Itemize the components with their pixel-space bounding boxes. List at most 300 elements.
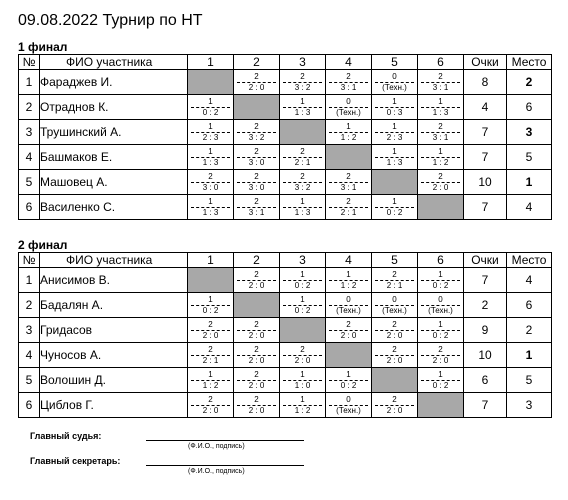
match-points: 2 [208, 344, 213, 354]
match-points: 1 [392, 196, 397, 206]
participant-name: Циблов Г. [40, 393, 188, 418]
match-result-cell [280, 293, 326, 318]
table-row [19, 145, 552, 170]
header-opponent-5: 5 [372, 55, 418, 70]
match-result [372, 394, 417, 417]
final-place: 3 [507, 393, 552, 418]
match-score: 2 : 0 [386, 330, 403, 340]
self-match-cell [372, 368, 418, 393]
chief-judge-signature-line [146, 440, 304, 441]
match-points: 2 [254, 344, 259, 354]
header-num: № [19, 253, 40, 268]
self-match-cell [372, 170, 418, 195]
match-result-cell [234, 368, 280, 393]
match-result-cell [326, 318, 372, 343]
match-score: 0 : 2 [432, 330, 449, 340]
match-result [326, 394, 371, 417]
self-match-cell [418, 393, 464, 418]
total-points: 10 [464, 343, 507, 368]
match-result-cell [418, 170, 464, 195]
match-result-cell [372, 95, 418, 120]
row-number: 6 [19, 393, 40, 418]
header-opponent-2: 2 [234, 55, 280, 70]
participant-name: Василенко С. [40, 195, 188, 220]
header-opponent-3: 3 [280, 253, 326, 268]
match-score: 1 : 2 [202, 380, 219, 390]
match-points: 1 [392, 146, 397, 156]
table-row [19, 120, 552, 145]
match-points: 1 [438, 369, 443, 379]
match-result-cell [188, 293, 234, 318]
match-score: 1 : 3 [386, 157, 403, 167]
table-row [19, 318, 552, 343]
header-place: Место [507, 253, 552, 268]
match-result [372, 319, 417, 342]
match-result-cell [372, 393, 418, 418]
match-points: 1 [300, 369, 305, 379]
match-score: 1 : 2 [294, 405, 311, 415]
match-score: 2 : 0 [248, 280, 265, 290]
participant-name: Фараджев И. [40, 70, 188, 95]
match-score: 1 : 3 [202, 207, 219, 217]
match-score: 3 : 1 [340, 182, 357, 192]
match-score: 0 : 2 [202, 305, 219, 315]
self-match-cell [188, 268, 234, 293]
header-opponent-4: 4 [326, 55, 372, 70]
match-points: 2 [208, 319, 213, 329]
participant-name: Бадалян А. [40, 293, 188, 318]
match-result [372, 269, 417, 292]
match-score: 2 : 3 [202, 132, 219, 142]
match-points: 0 [438, 294, 443, 304]
header-opponent-2: 2 [234, 253, 280, 268]
section-title-final-2: 2 финал [18, 238, 68, 252]
match-points: 1 [300, 394, 305, 404]
total-points: 2 [464, 293, 507, 318]
match-result [234, 269, 279, 292]
table-row [19, 343, 552, 368]
match-points: 1 [438, 269, 443, 279]
match-result [188, 146, 233, 169]
match-score: 2 : 1 [294, 157, 311, 167]
match-points: 1 [208, 196, 213, 206]
match-points: 2 [346, 319, 351, 329]
match-score: 1 : 2 [340, 132, 357, 142]
match-result-cell [372, 195, 418, 220]
match-result [326, 319, 371, 342]
header-opponent-1: 1 [188, 55, 234, 70]
match-points: 1 [392, 121, 397, 131]
match-result [280, 294, 325, 317]
total-points: 6 [464, 368, 507, 393]
match-score: (Техн.) [382, 82, 407, 92]
match-result-cell [234, 170, 280, 195]
match-result-cell [326, 120, 372, 145]
match-points: 2 [346, 196, 351, 206]
total-points: 8 [464, 70, 507, 95]
final-place: 5 [507, 145, 552, 170]
match-points: 2 [254, 71, 259, 81]
match-points: 2 [254, 171, 259, 181]
match-score: 1 : 3 [432, 107, 449, 117]
match-result-cell [372, 293, 418, 318]
match-result [418, 344, 463, 367]
match-result [372, 121, 417, 144]
chief-secretary-signature-line [146, 465, 304, 466]
match-points: 1 [300, 96, 305, 106]
match-result-cell [188, 145, 234, 170]
participant-name: Анисимов В. [40, 268, 188, 293]
table-row [19, 170, 552, 195]
match-result [326, 121, 371, 144]
match-score: 2 : 0 [432, 355, 449, 365]
participant-name: Гридасов [40, 318, 188, 343]
row-number: 3 [19, 120, 40, 145]
match-points: 1 [300, 294, 305, 304]
self-match-cell [280, 120, 326, 145]
match-result [280, 71, 325, 94]
match-result-cell [234, 343, 280, 368]
table-row [19, 268, 552, 293]
match-result-cell [188, 95, 234, 120]
match-score: 0 : 2 [386, 207, 403, 217]
match-points: 2 [254, 369, 259, 379]
match-score: 2 : 0 [340, 330, 357, 340]
section-title-final-1: 1 финал [18, 40, 68, 54]
match-result [188, 369, 233, 392]
row-number: 6 [19, 195, 40, 220]
participant-name: Машовец А. [40, 170, 188, 195]
match-result [372, 146, 417, 169]
page-title: 09.08.2022 Турнир по НТ [18, 12, 203, 29]
match-result-cell [372, 318, 418, 343]
match-points: 1 [208, 294, 213, 304]
match-score: 3 : 0 [248, 157, 265, 167]
match-score: 0 : 2 [294, 280, 311, 290]
match-result [280, 196, 325, 219]
header-name: ФИО участника [40, 55, 188, 70]
match-points: 0 [346, 96, 351, 106]
match-score: 3 : 0 [248, 182, 265, 192]
match-result [280, 269, 325, 292]
chief-judge-label: Главный судья: [30, 431, 102, 441]
self-match-cell [326, 145, 372, 170]
match-score: 2 : 3 [386, 132, 403, 142]
match-score: 0 : 2 [432, 380, 449, 390]
match-result-cell [326, 195, 372, 220]
table-row [19, 368, 552, 393]
match-result-cell [234, 70, 280, 95]
match-result-cell [418, 95, 464, 120]
header-opponent-1: 1 [188, 253, 234, 268]
match-result-cell [418, 318, 464, 343]
match-points: 1 [438, 146, 443, 156]
match-result-cell [280, 95, 326, 120]
match-result-cell [418, 70, 464, 95]
row-number: 2 [19, 95, 40, 120]
total-points: 7 [464, 145, 507, 170]
match-result-cell [372, 120, 418, 145]
match-score: 2 : 0 [294, 355, 311, 365]
match-points: 2 [438, 71, 443, 81]
match-result [234, 71, 279, 94]
total-points: 7 [464, 195, 507, 220]
match-result-cell [280, 145, 326, 170]
match-points: 1 [438, 319, 443, 329]
match-result-cell [280, 170, 326, 195]
match-result-cell [234, 195, 280, 220]
header-points: Очки [464, 55, 507, 70]
match-points: 0 [346, 294, 351, 304]
match-result-cell [188, 318, 234, 343]
final-place: 3 [507, 120, 552, 145]
match-score: (Техн.) [428, 305, 453, 315]
table-row [19, 195, 552, 220]
match-result-cell [418, 145, 464, 170]
row-number: 3 [19, 318, 40, 343]
chief-judge-caption: (Ф.И.О., подпись) [188, 443, 245, 450]
row-number: 4 [19, 343, 40, 368]
participant-name: Трушинский А. [40, 120, 188, 145]
self-match-cell [188, 70, 234, 95]
row-number: 4 [19, 145, 40, 170]
match-result [418, 269, 463, 292]
match-result-cell [280, 268, 326, 293]
match-result [188, 394, 233, 417]
match-result [234, 121, 279, 144]
match-result [188, 344, 233, 367]
match-points: 2 [392, 394, 397, 404]
match-result [280, 344, 325, 367]
match-score: 3 : 1 [432, 132, 449, 142]
match-result-cell [372, 268, 418, 293]
match-result [418, 71, 463, 94]
header-opponent-3: 3 [280, 55, 326, 70]
final-place: 5 [507, 368, 552, 393]
match-score: 0 : 2 [294, 305, 311, 315]
match-result-cell [234, 393, 280, 418]
match-points: 2 [254, 269, 259, 279]
table-row [19, 393, 552, 418]
match-result [188, 294, 233, 317]
table-row [19, 95, 552, 120]
match-result [188, 171, 233, 194]
match-score: 2 : 0 [202, 405, 219, 415]
match-score: 1 : 2 [340, 280, 357, 290]
match-result-cell [326, 393, 372, 418]
total-points: 4 [464, 95, 507, 120]
match-points: 2 [438, 171, 443, 181]
match-score: 0 : 2 [202, 107, 219, 117]
match-score: 2 : 1 [202, 355, 219, 365]
match-score: 1 : 3 [294, 107, 311, 117]
match-score: 2 : 0 [432, 182, 449, 192]
match-result-cell [326, 95, 372, 120]
row-number: 2 [19, 293, 40, 318]
match-result [418, 146, 463, 169]
match-points: 1 [346, 369, 351, 379]
participant-name: Отраднов К. [40, 95, 188, 120]
match-score: (Техн.) [382, 305, 407, 315]
match-result [372, 71, 417, 94]
total-points: 7 [464, 268, 507, 293]
match-points: 2 [300, 71, 305, 81]
match-points: 1 [208, 146, 213, 156]
match-result [372, 344, 417, 367]
match-score: 0 : 2 [432, 280, 449, 290]
match-result-cell [418, 268, 464, 293]
match-points: 2 [254, 196, 259, 206]
match-score: 0 : 3 [386, 107, 403, 117]
match-result [326, 369, 371, 392]
match-points: 0 [392, 71, 397, 81]
match-points: 2 [254, 146, 259, 156]
match-result-cell [280, 70, 326, 95]
self-match-cell [418, 195, 464, 220]
header-opponent-6: 6 [418, 55, 464, 70]
match-result [418, 369, 463, 392]
match-result-cell [188, 368, 234, 393]
final-place: 6 [507, 95, 552, 120]
match-points: 2 [208, 394, 213, 404]
match-score: (Техн.) [336, 405, 361, 415]
final-place: 6 [507, 293, 552, 318]
match-points: 2 [254, 319, 259, 329]
match-score: 3 : 1 [248, 207, 265, 217]
match-result [326, 96, 371, 119]
row-number: 1 [19, 70, 40, 95]
row-number: 5 [19, 170, 40, 195]
match-points: 2 [208, 171, 213, 181]
match-result-cell [326, 170, 372, 195]
match-result [326, 294, 371, 317]
match-points: 1 [208, 121, 213, 131]
match-points: 2 [346, 71, 351, 81]
total-points: 7 [464, 393, 507, 418]
match-points: 1 [300, 269, 305, 279]
match-points: 2 [346, 171, 351, 181]
match-result [234, 394, 279, 417]
match-result [234, 196, 279, 219]
match-points: 0 [346, 394, 351, 404]
match-result [418, 121, 463, 144]
header-points: Очки [464, 253, 507, 268]
participant-name: Чуносов А. [40, 343, 188, 368]
total-points: 10 [464, 170, 507, 195]
match-result-cell [326, 293, 372, 318]
match-score: 1 : 0 [294, 380, 311, 390]
match-score: 2 : 0 [248, 405, 265, 415]
match-result-cell [234, 268, 280, 293]
header-opponent-6: 6 [418, 253, 464, 268]
match-score: 2 : 1 [386, 280, 403, 290]
match-result [234, 369, 279, 392]
match-score: (Техн.) [336, 305, 361, 315]
row-number: 1 [19, 268, 40, 293]
match-points: 1 [208, 369, 213, 379]
self-match-cell [280, 318, 326, 343]
match-result-cell [234, 318, 280, 343]
match-score: (Техн.) [336, 107, 361, 117]
match-result-cell [280, 343, 326, 368]
match-score: 3 : 1 [340, 82, 357, 92]
match-result-cell [188, 120, 234, 145]
final-place: 4 [507, 268, 552, 293]
match-score: 3 : 0 [202, 182, 219, 192]
self-match-cell [234, 293, 280, 318]
match-result [280, 394, 325, 417]
match-result [326, 71, 371, 94]
match-result-cell [280, 393, 326, 418]
match-result-cell [326, 268, 372, 293]
final-place: 2 [507, 318, 552, 343]
match-points: 2 [438, 121, 443, 131]
match-points: 2 [300, 146, 305, 156]
match-result [418, 319, 463, 342]
match-result [188, 96, 233, 119]
match-result-cell [418, 293, 464, 318]
final-place: 4 [507, 195, 552, 220]
match-score: 2 : 0 [248, 380, 265, 390]
match-result [234, 146, 279, 169]
match-result-cell [326, 70, 372, 95]
match-result-cell [372, 145, 418, 170]
match-result [326, 269, 371, 292]
results-table-final-1 [18, 54, 552, 220]
match-points: 2 [392, 319, 397, 329]
match-score: 2 : 0 [248, 330, 265, 340]
match-result-cell [372, 70, 418, 95]
match-points: 1 [300, 196, 305, 206]
match-result-cell [326, 368, 372, 393]
final-place: 2 [507, 70, 552, 95]
match-result [372, 96, 417, 119]
match-score: 1 : 2 [432, 157, 449, 167]
match-score: 3 : 2 [248, 132, 265, 142]
match-score: 2 : 0 [386, 355, 403, 365]
match-result [280, 171, 325, 194]
match-result [326, 171, 371, 194]
match-result [234, 171, 279, 194]
match-score: 2 : 0 [248, 355, 265, 365]
match-points: 2 [300, 171, 305, 181]
match-result-cell [188, 343, 234, 368]
match-score: 1 : 3 [294, 207, 311, 217]
match-result [326, 196, 371, 219]
match-score: 1 : 3 [202, 157, 219, 167]
match-result-cell [372, 343, 418, 368]
results-table-final-2 [18, 252, 552, 418]
chief-secretary-label: Главный секретарь: [30, 456, 121, 466]
match-result-cell [234, 120, 280, 145]
match-score: 2 : 1 [340, 207, 357, 217]
match-result-cell [418, 343, 464, 368]
match-score: 0 : 2 [340, 380, 357, 390]
match-points: 1 [438, 96, 443, 106]
match-result [372, 294, 417, 317]
self-match-cell [326, 343, 372, 368]
match-points: 2 [254, 121, 259, 131]
match-result [188, 121, 233, 144]
self-match-cell [234, 95, 280, 120]
match-result [188, 319, 233, 342]
match-score: 3 : 2 [294, 82, 311, 92]
header-opponent-4: 4 [326, 253, 372, 268]
total-points: 9 [464, 318, 507, 343]
match-points: 2 [392, 344, 397, 354]
final-place: 1 [507, 170, 552, 195]
match-points: 1 [346, 121, 351, 131]
